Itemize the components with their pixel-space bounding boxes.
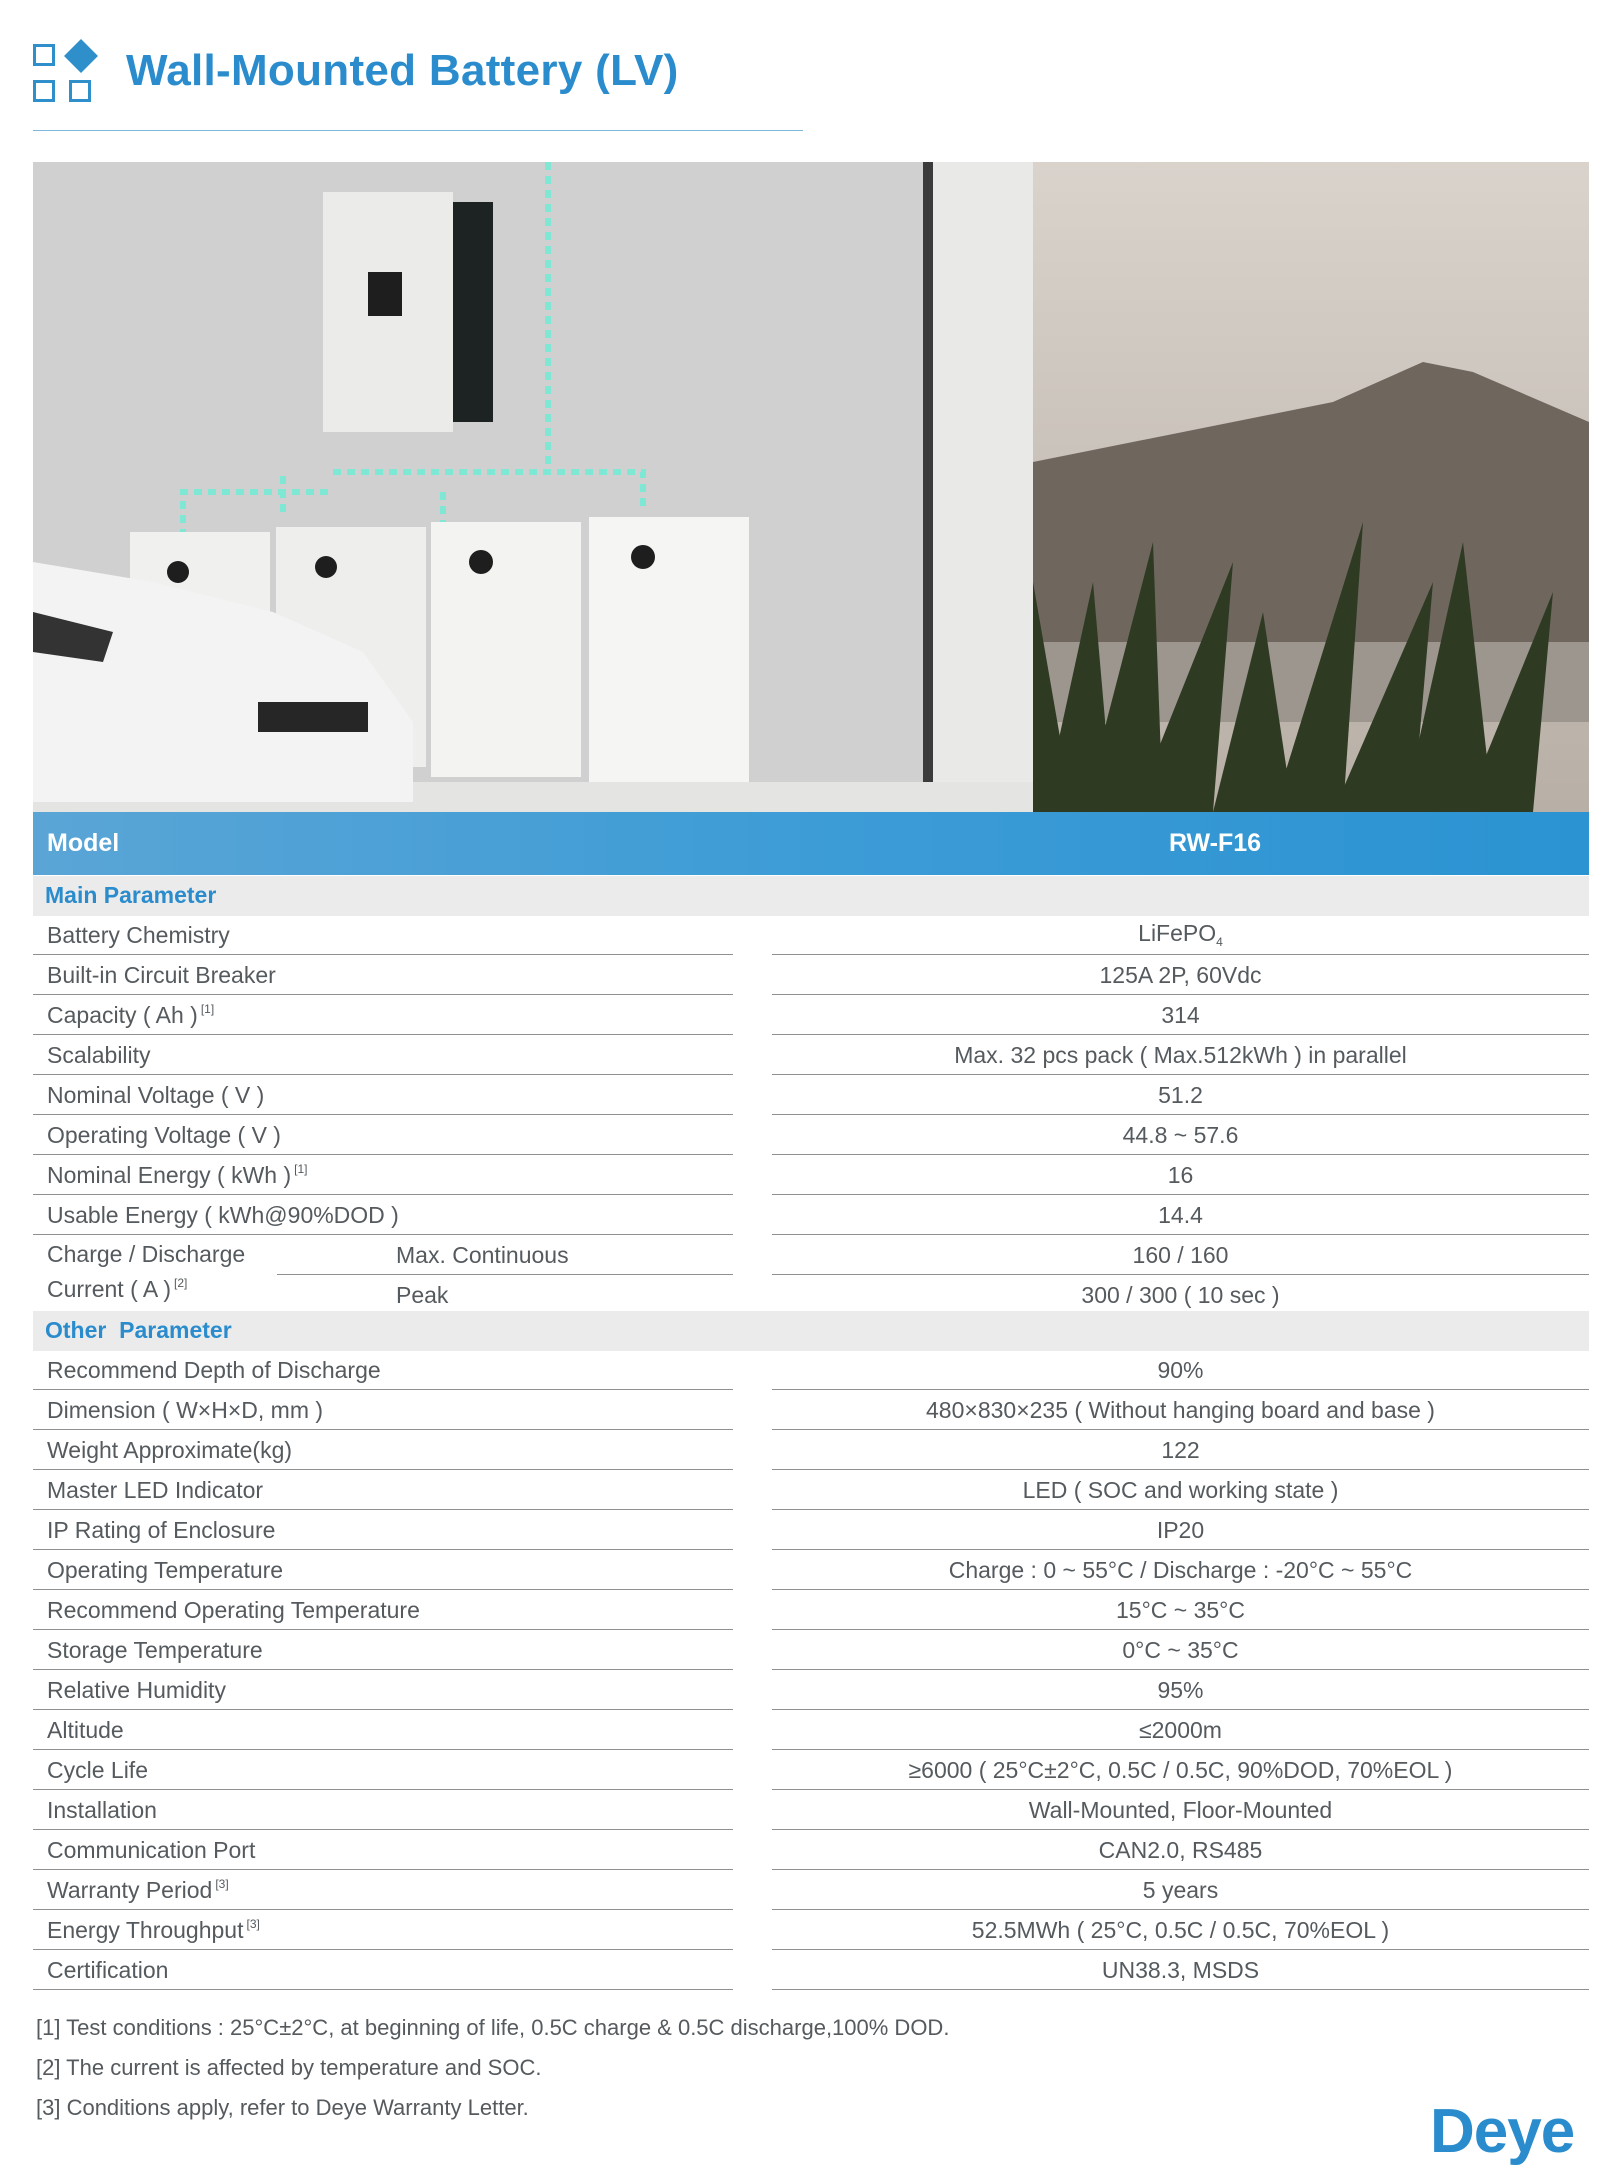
- model-label: Model: [47, 829, 120, 857]
- page-title: Wall-Mounted Battery (LV): [126, 46, 679, 95]
- row-label: Recommend Depth of Discharge: [47, 1357, 381, 1383]
- table-row: [33, 995, 1589, 1035]
- charge-discharge-label: Charge / Discharge Current ( A ) [2]: [47, 1241, 246, 1302]
- row-value: 300 / 300 ( 10 sec ): [1081, 1282, 1280, 1308]
- row-label: Battery Chemistry: [47, 922, 230, 948]
- row-value: 314: [1161, 1002, 1200, 1028]
- row-value: 480×830×235 ( Without hanging board and base ): [926, 1397, 1435, 1423]
- footnote-ref: [1]: [200, 1002, 215, 1016]
- table-row: [33, 1670, 1589, 1710]
- table-row: [33, 1790, 1589, 1830]
- row-value: LiFePO$_4$: [1138, 920, 1223, 949]
- table-row: [33, 1510, 1589, 1550]
- table-row: [33, 1075, 1589, 1115]
- section-heading: Main Parameter: [45, 882, 217, 908]
- footnote: [1] Test conditions : 25°C±2°C, at beginning of life, 0.5C charge & 0.5C discharge,100% DOD.: [36, 2015, 950, 2040]
- row-value: IP20: [1156, 1517, 1205, 1543]
- row-label: Master LED Indicator: [47, 1477, 264, 1503]
- row-value: 51.2: [1158, 1082, 1203, 1108]
- row-value: 160 / 160: [1132, 1242, 1229, 1268]
- row-label: Capacity ( Ah ) [1]: [47, 1002, 215, 1028]
- row-value: 5 years: [1142, 1877, 1219, 1903]
- row-label: Operating Voltage ( V ): [47, 1122, 281, 1148]
- table-row: [33, 1350, 1589, 1390]
- row-label: Operating Temperature: [47, 1557, 284, 1583]
- row-value: 90%: [1157, 1357, 1204, 1383]
- model-header-bar: [33, 812, 1589, 875]
- section-heading: Other Parameter: [45, 1317, 232, 1343]
- table-row: [33, 955, 1589, 995]
- row-label: Altitude: [47, 1717, 124, 1743]
- table-row: [33, 1630, 1589, 1670]
- table-row: [33, 1910, 1589, 1950]
- deye-logo: Deye: [1430, 2097, 1575, 2166]
- row-label: Peak: [396, 1282, 449, 1308]
- table-row: [33, 915, 1589, 955]
- footnote: [3] Conditions apply, refer to Deye Warranty Letter.: [36, 2095, 529, 2120]
- row-label: Max. Continuous: [396, 1242, 569, 1268]
- row-label: Energy Throughput [3]: [47, 1917, 260, 1943]
- table-row: [33, 1750, 1589, 1790]
- footnote: [2] The current is affected by temperature and SOC.: [36, 2055, 542, 2080]
- row-label: Nominal Voltage ( V ): [47, 1082, 265, 1108]
- table-row: [33, 1235, 1589, 1275]
- table-row: [33, 1390, 1589, 1430]
- table-row: [33, 1470, 1589, 1510]
- row-label: Communication Port: [47, 1837, 256, 1863]
- table-row: [33, 1430, 1589, 1470]
- row-value: 122: [1161, 1437, 1200, 1463]
- row-value: 44.8 ~ 57.6: [1122, 1122, 1239, 1148]
- row-value: 0°C ~ 35°C: [1122, 1637, 1239, 1663]
- footnote-ref: [1]: [294, 1162, 308, 1176]
- row-value: CAN2.0, RS485: [1098, 1837, 1263, 1863]
- table-row: [33, 1870, 1589, 1910]
- table-row: [33, 1195, 1589, 1235]
- row-label: Weight Approximate(kg): [47, 1437, 293, 1463]
- table-row: [33, 1710, 1589, 1750]
- row-value: 16: [1167, 1162, 1194, 1188]
- table-row: [33, 1275, 1589, 1315]
- table-row: [33, 1550, 1589, 1590]
- footnote-ref: [2]: [173, 1276, 188, 1290]
- footnote-ref: [3]: [246, 1917, 260, 1931]
- table-row: [33, 1035, 1589, 1075]
- row-label: Certification: [47, 1957, 169, 1983]
- row-label: Usable Energy ( kWh@90%DOD ): [47, 1202, 399, 1228]
- row-value: 125A 2P, 60Vdc: [1099, 962, 1262, 988]
- row-value: Max. 32 pcs pack ( Max.512kWh ) in parallel: [954, 1042, 1407, 1068]
- table-row: [33, 1115, 1589, 1155]
- row-label: Installation: [47, 1797, 157, 1823]
- section-other-parameter: [33, 1311, 1589, 1351]
- table-row: [33, 1155, 1589, 1195]
- header-divider: [33, 130, 803, 131]
- section-main-parameter: [33, 876, 1589, 916]
- row-value: Charge : 0 ~ 55°C / Discharge : -20°C ~ 55°C: [948, 1557, 1413, 1583]
- table-row: [33, 1950, 1589, 1990]
- model-value: RW-F16: [1168, 829, 1262, 857]
- row-label: Built-in Circuit Breaker: [47, 962, 276, 988]
- row-value: UN38.3, MSDS: [1101, 1957, 1260, 1983]
- row-value: ≤2000m: [1139, 1717, 1222, 1743]
- row-value: 52.5MWh ( 25°C, 0.5C / 0.5C, 70%EOL ): [971, 1917, 1390, 1943]
- grid-logo-icon: [33, 42, 99, 110]
- row-label: Storage Temperature: [47, 1637, 263, 1663]
- page-header: [33, 42, 803, 132]
- row-value: 95%: [1157, 1677, 1204, 1703]
- row-label: Cycle Life: [47, 1757, 148, 1783]
- row-value: ≥6000 ( 25°C±2°C, 0.5C / 0.5C, 90%DOD, 70%EOL ): [908, 1757, 1453, 1783]
- footnotes: [36, 2015, 949, 2135]
- row-label: Recommend Operating Temperature: [47, 1597, 420, 1623]
- footnote-ref: [3]: [215, 1877, 229, 1891]
- table-row: [33, 1830, 1589, 1870]
- row-label: Warranty Period [3]: [47, 1877, 229, 1903]
- product-scene-image: [33, 162, 1589, 812]
- table-row: [33, 1590, 1589, 1630]
- row-value: 14.4: [1158, 1202, 1203, 1228]
- row-value: 15°C ~ 35°C: [1116, 1597, 1245, 1623]
- row-label: Relative Humidity: [47, 1677, 226, 1703]
- row-value: Wall-Mounted, Floor-Mounted: [1028, 1797, 1333, 1823]
- row-label: Nominal Energy ( kWh ) [1]: [47, 1162, 308, 1188]
- row-label: IP Rating of Enclosure: [47, 1517, 276, 1543]
- row-value: LED ( SOC and working state ): [1022, 1477, 1339, 1503]
- row-label: Scalability: [47, 1042, 151, 1068]
- row-label: Dimension ( W×H×D, mm ): [47, 1397, 324, 1423]
